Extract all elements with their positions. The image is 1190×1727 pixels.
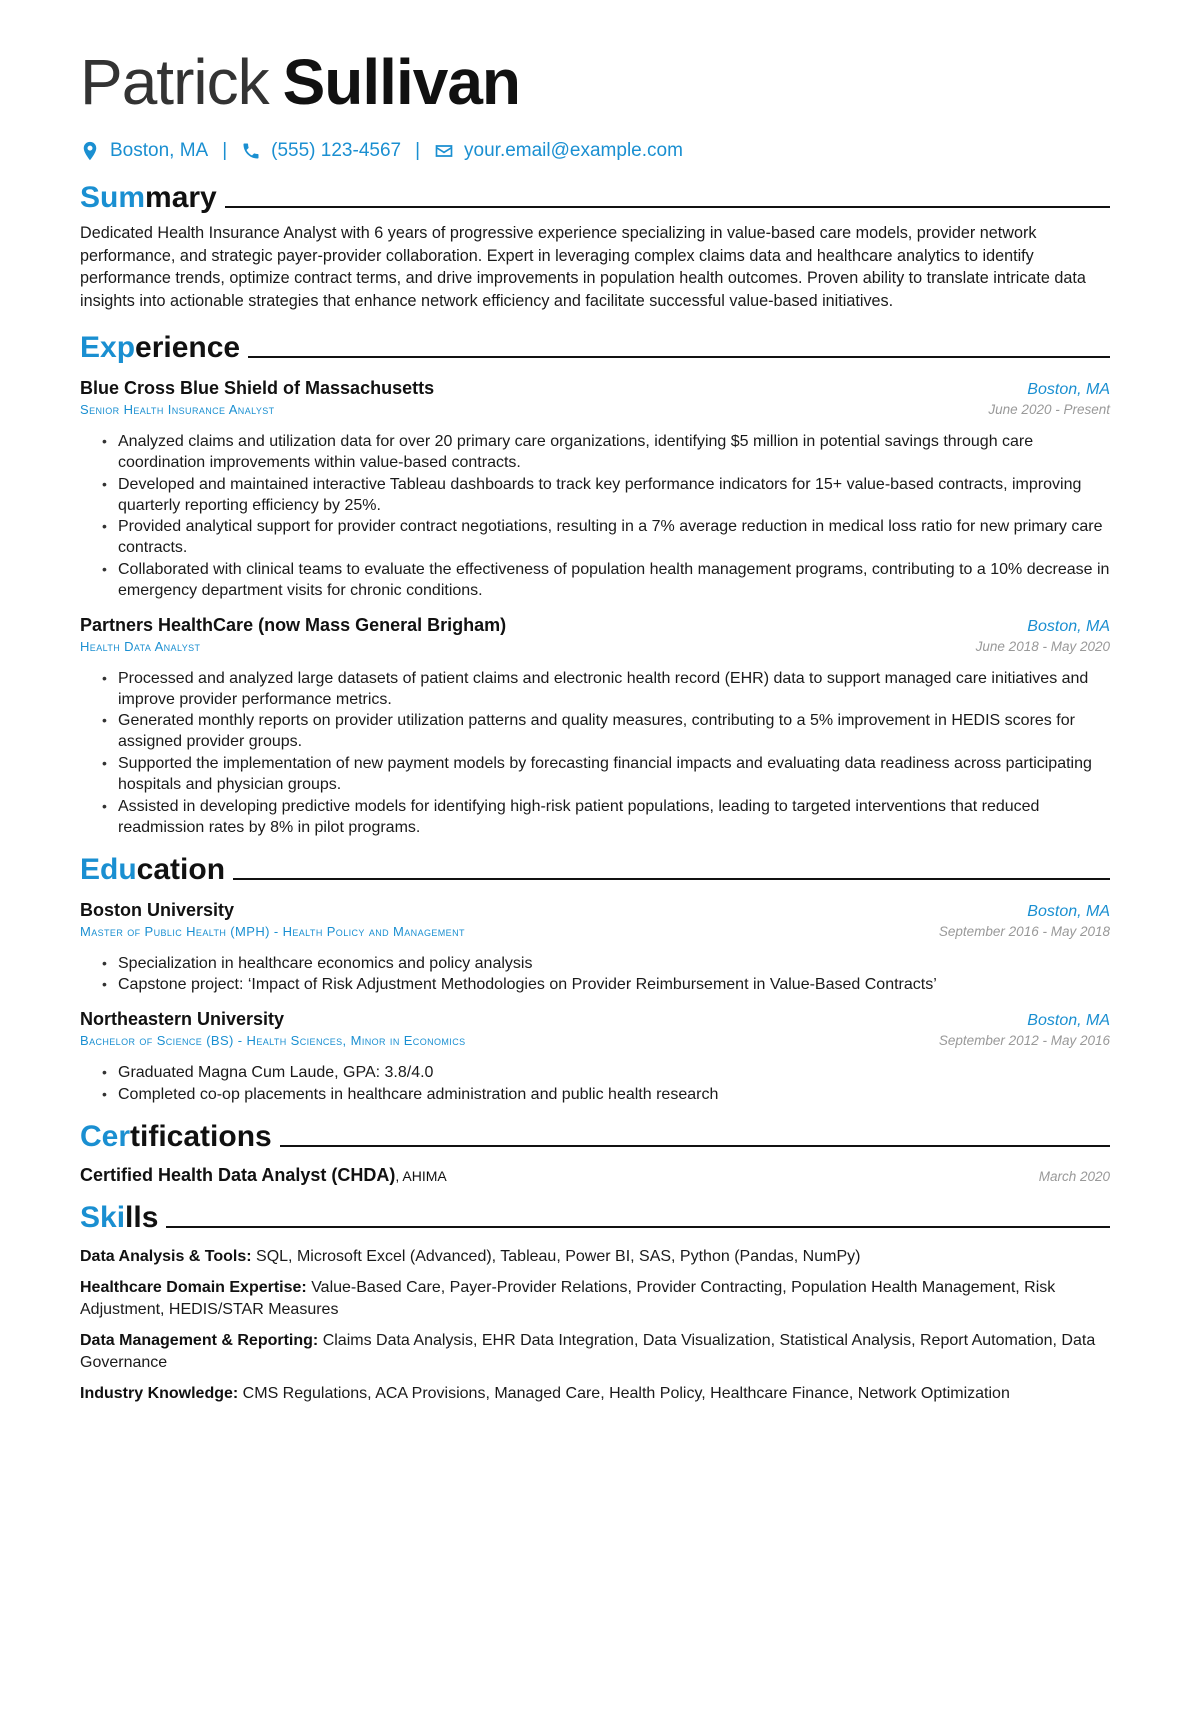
phone-icon <box>241 141 261 161</box>
education-entry <box>80 900 1110 996</box>
entry-dates: September 2012 - May 2016 <box>938 1033 1110 1049</box>
skill-label: Data Management & Reporting: <box>80 1332 319 1350</box>
bullet-list <box>80 953 1110 996</box>
title-accent: Ski <box>80 1200 126 1234</box>
skill-label: Industry Knowledge: <box>80 1385 239 1403</box>
certification-item <box>80 1165 1110 1186</box>
entry-location: Boston, MA <box>1027 381 1110 398</box>
contact-phone[interactable] <box>241 140 401 162</box>
bullet-item: • Capstone project: ‘Impact of Risk Adjustment Methodologies on Provider Reimbursement in Value-Based Contracts’ <box>102 974 1110 995</box>
section-divider <box>248 356 1110 358</box>
bullet-item: • Collaborated with clinical teams to evaluate the effectiveness of population health management programs, contributing to a 10% decrease in emergency department visits for chronic conditions. <box>102 559 1110 601</box>
school-name: Boston University <box>80 899 235 920</box>
bullet-item: • Assisted in developing predictive models for identifying high-risk patient populations, leading to targeted interventions that reduced readmission rates by 8% in pilot programs. <box>102 796 1110 838</box>
skill-group <box>80 1277 1110 1320</box>
skills-heading <box>80 1196 1110 1236</box>
skill-label: Data Analysis & Tools: <box>80 1247 252 1265</box>
bullet-item: • Developed and maintained interactive Tableau dashboards to track key performance indicators for 15+ value-based contracts, improving quarterly reporting efficiency by 25%. <box>102 474 1110 516</box>
experience-entry <box>80 615 1110 838</box>
section-title <box>80 852 225 888</box>
skill-values: SQL, Microsoft Excel (Advanced), Tableau, Power BI, SAS, Python (Pandas, NumPy) <box>251 1247 861 1265</box>
last-name: Sullivan <box>282 46 520 118</box>
entry-dates: June 2018 - May 2020 <box>975 638 1110 654</box>
education-heading <box>80 848 1110 888</box>
skill-group <box>80 1330 1110 1373</box>
contact-separator: | <box>222 140 228 161</box>
skill-values: Value-Based Care, Payer-Provider Relations, Provider Contracting, Population Health Management, Risk Adjustment, HEDIS/STAR Measures <box>80 1279 1056 1318</box>
candidate-name <box>80 44 1110 120</box>
contact-separator: | <box>415 140 421 161</box>
phone-text: (555) 123-4567 <box>271 140 402 161</box>
skill-label: Healthcare Domain Expertise: <box>80 1279 307 1297</box>
certification-name: Certified Health Data Analyst (CHDA) <box>80 1164 396 1185</box>
title-accent: Sum <box>80 181 146 214</box>
employer-name: Blue Cross Blue Shield of Massachusetts <box>80 378 435 398</box>
entry-dates: June 2020 - Present <box>988 402 1110 417</box>
bullet-list <box>80 668 1110 838</box>
bullet-item: • Processed and analyzed large datasets of patient claims and electronic health record (EHR) data to support managed care initiatives and improve provider performance metrics. <box>102 668 1110 710</box>
job-title: Health Data Analyst <box>80 638 201 654</box>
title-rest: erience <box>135 331 241 364</box>
bullet-item: • Graduated Magna Cum Laude, GPA: 3.8/4.0 <box>102 1062 1110 1083</box>
title-rest: tifications <box>130 1119 272 1153</box>
title-accent: Edu <box>80 852 137 886</box>
job-title: Senior Health Insurance Analyst <box>80 402 275 417</box>
employer-name: Partners HealthCare (now Mass General Brigham) <box>80 614 507 635</box>
bullet-list <box>80 431 1110 601</box>
bullet-item: • Specialization in healthcare economics and policy analysis <box>102 953 1110 974</box>
title-rest: cation <box>136 852 226 886</box>
title-accent: Exp <box>80 331 136 364</box>
certification-date: March 2020 <box>1038 1168 1110 1184</box>
resume-page <box>0 44 1190 1727</box>
contact-location <box>80 140 208 162</box>
bullet-item: • Supported the implementation of new payment models by forecasting financial impacts and evaluating data readiness across participating hospitals and physician groups. <box>102 753 1110 795</box>
envelope-icon <box>434 141 454 161</box>
bullet-list <box>80 1062 1110 1105</box>
entry-dates: September 2016 - May 2018 <box>938 923 1110 939</box>
section-title <box>80 330 240 366</box>
experience-heading <box>80 326 1110 366</box>
first-name: Patrick <box>80 46 269 118</box>
title-rest: mary <box>145 181 217 214</box>
experience-entry <box>80 378 1110 601</box>
section-divider <box>233 878 1110 880</box>
contact-email[interactable] <box>434 140 683 162</box>
map-pin-icon <box>80 141 100 161</box>
skill-values: Claims Data Analysis, EHR Data Integration, Data Visualization, Statistical Analysis, Report Automation, Data Governance <box>80 1332 1096 1371</box>
skill-group <box>80 1383 1110 1405</box>
section-title <box>80 180 217 216</box>
degree-title: Bachelor of Science (BS) - Health Sciences, Minor in Economics <box>80 1033 466 1049</box>
bullet-item: • Completed co-op placements in healthcare administration and public health research <box>102 1084 1110 1105</box>
summary-heading <box>80 176 1110 216</box>
degree-title: Master of Public Health (MPH) - Health Policy and Management <box>80 923 465 939</box>
skill-group <box>80 1246 1110 1268</box>
certifications-heading <box>80 1115 1110 1155</box>
education-entry <box>80 1009 1110 1105</box>
summary-text: Dedicated Health Insurance Analyst with 6 years of progressive experience specializing in value-based care models, provider network performance, and strategic payer-provider collaboration. Expert in leveraging complex claims data and healthcare analytics to identify performance trends, optimize contract terms, and drive improvements in population health outcomes. Proven ability to translate intricate data insights into actionable strategies that enhance network efficiency and facilitate successful value-based initiatives. <box>80 224 1086 310</box>
section-title <box>80 1200 158 1236</box>
section-title <box>80 1119 272 1155</box>
section-divider <box>225 206 1110 208</box>
entry-location: Boston, MA <box>1027 902 1110 920</box>
bullet-item: • Generated monthly reports on provider utilization patterns and quality measures, contributing to a 5% improvement in HEDIS scores for assigned provider groups. <box>102 710 1110 752</box>
email-text: your.email@example.com <box>464 140 683 161</box>
skill-values: CMS Regulations, ACA Provisions, Managed Care, Health Policy, Healthcare Finance, Network Optimization <box>238 1385 1010 1403</box>
bullet-item: • Analyzed claims and utilization data for over 20 primary care organizations, identifying $5 million in potential savings through care coordination improvements within value-based contracts. <box>102 431 1110 473</box>
location-text: Boston, MA <box>110 140 209 161</box>
section-divider <box>280 1145 1110 1147</box>
title-rest: lls <box>125 1200 159 1234</box>
entry-location: Boston, MA <box>1027 617 1110 635</box>
school-name: Northeastern University <box>80 1009 285 1030</box>
title-accent: Cer <box>80 1119 131 1153</box>
section-divider <box>166 1226 1110 1228</box>
entry-location: Boston, MA <box>1027 1012 1110 1030</box>
bullet-item: • Provided analytical support for provider contract negotiations, resulting in a 7% average reduction in medical loss ratio for new primary care contracts. <box>102 516 1110 558</box>
contact-bar <box>80 136 1110 166</box>
certification-issuer: , AHIMA <box>395 1167 447 1184</box>
